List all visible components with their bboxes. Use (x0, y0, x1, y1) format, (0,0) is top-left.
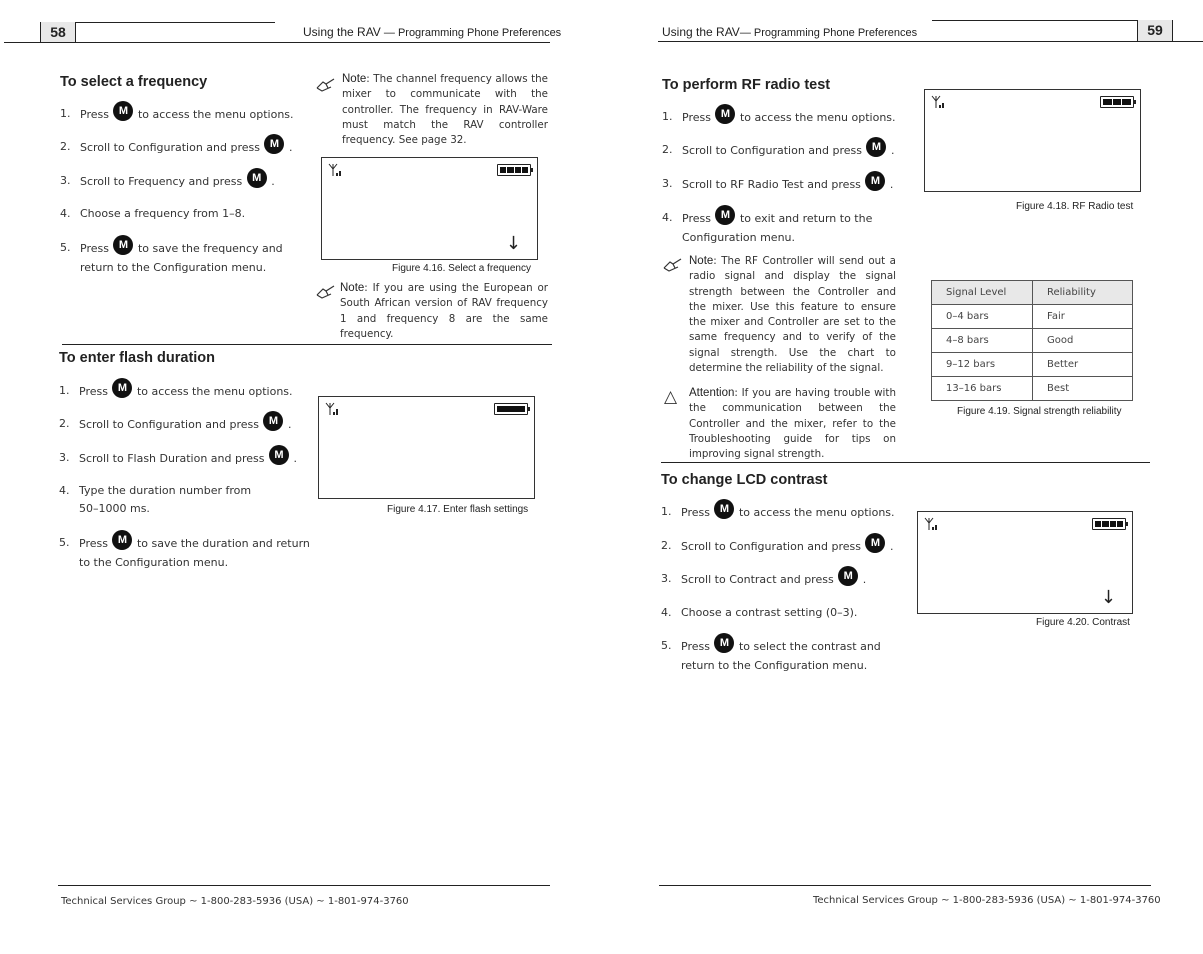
signal-antenna-icon (325, 402, 339, 416)
header-rule (4, 42, 550, 43)
figure-caption: Figure 4.18. RF Radio test (1016, 201, 1134, 212)
step-number: 2. (661, 539, 672, 552)
note-label: Note (689, 255, 714, 267)
figure-caption: Figure 4.16. Select a frequency (392, 263, 531, 274)
page-number: 59 (1137, 20, 1173, 41)
step-text: Scroll to Flash Duration and press M . (79, 449, 297, 469)
section-heading: To select a frequency (60, 74, 208, 90)
menu-button-icon: M (865, 171, 885, 191)
step-text: Press M to access the menu options. (80, 105, 294, 125)
footer-rule (659, 885, 1151, 886)
step-text: Scroll to Frequency and press M . (80, 172, 275, 192)
signal-reliability-table (931, 280, 1133, 401)
step-number: 1. (60, 107, 71, 120)
table-caption: Figure 4.19. Signal strength reliability (957, 406, 1122, 417)
step-item (661, 570, 901, 590)
step-number: 5. (59, 536, 70, 549)
table-row (932, 329, 1133, 353)
step-item (59, 382, 309, 402)
lcd-screen (924, 89, 1141, 192)
menu-button-icon: M (113, 101, 133, 121)
step-text: Press M to exit and return to the Configuration menu. (682, 209, 872, 247)
table-cell: 9–12 bars (932, 353, 1033, 377)
step-item (60, 205, 300, 225)
footer-text: Technical Services Group ~ 1-800-283-5936 (USA) ~ 1-801-974-3760 (61, 896, 409, 907)
table-cell: Better (1033, 353, 1133, 377)
step-text: Press M to save the duration and return to the Configuration menu. (79, 534, 310, 572)
step-item (661, 537, 901, 557)
table-row (932, 305, 1133, 329)
step-number: 3. (59, 451, 70, 464)
note-label: Note (342, 73, 367, 85)
section-divider (62, 344, 552, 345)
menu-button-icon: M (264, 134, 284, 154)
header-title: Using the RAV (662, 25, 740, 39)
header-title: Using the RAV (303, 25, 381, 39)
note-text: Note: The RF Controller will send out a radio signal and display the signal strength between the Controller and the mixer. Use this feature to ensure the mixer and Controller are set to the same frequency and to verify of the signal strength. Use the chart to determine the reliability of the signal. (689, 255, 896, 375)
table-cell: 0–4 bars (932, 305, 1033, 329)
step-item (661, 637, 901, 677)
note-label: Note (340, 282, 365, 294)
header-separator: — (739, 27, 754, 39)
footer-text: Technical Services Group ~ 1-800-283-5936 (USA) ~ 1-801-974-3760 (813, 895, 1161, 906)
menu-button-icon: M (112, 378, 132, 398)
table-cell: Good (1033, 329, 1133, 353)
menu-button-icon: M (865, 533, 885, 553)
signal-antenna-icon (931, 95, 945, 109)
step-item (662, 209, 902, 249)
step-item (59, 415, 309, 435)
column-header: Reliability (1033, 281, 1133, 305)
step-number: 2. (59, 417, 70, 430)
step-item (661, 604, 901, 624)
step-item (60, 239, 300, 279)
menu-button-icon: M (269, 445, 289, 465)
step-number: 4. (59, 484, 70, 497)
menu-button-icon: M (113, 235, 133, 255)
step-number: 4. (60, 207, 71, 220)
signal-antenna-icon (328, 163, 342, 177)
header-separator: — (380, 27, 398, 39)
running-header (303, 25, 561, 39)
column-header: Signal Level (932, 281, 1033, 305)
step-number: 5. (661, 639, 672, 652)
menu-button-icon: M (112, 530, 132, 550)
step-item (60, 105, 300, 125)
step-text: Scroll to RF Radio Test and press M . (682, 175, 893, 195)
menu-button-icon: M (714, 633, 734, 653)
step-number: 1. (661, 505, 672, 518)
step-item (661, 503, 901, 523)
step-item (59, 482, 309, 522)
down-arrow-icon: ↓ (1100, 587, 1116, 608)
footer-rule (58, 885, 550, 886)
table-cell: 4–8 bars (932, 329, 1033, 353)
running-header (662, 25, 917, 39)
step-text: Scroll to Configuration and press M . (682, 141, 894, 161)
lcd-screen (318, 396, 535, 499)
step-number: 2. (662, 143, 673, 156)
step-text: Press M to access the menu options. (681, 503, 895, 523)
note-text: Note: The channel frequency allows the mixer to communicate with the controller. The frequency in RAV-Ware must match the RAV controller frequency. See page 32. (342, 73, 548, 147)
lcd-screen (321, 157, 538, 260)
note-hand-icon (316, 78, 336, 92)
step-item (59, 534, 319, 574)
figure-caption: Figure 4.20. Contrast (1036, 617, 1130, 628)
step-text: Press M to save the frequency and return to the Configuration menu. (80, 239, 283, 277)
battery-icon (494, 403, 528, 415)
menu-button-icon: M (263, 411, 283, 431)
step-item (662, 141, 902, 161)
section-heading: To change LCD contrast (661, 472, 828, 488)
attention-icon: △ (664, 387, 678, 407)
step-number: 1. (59, 384, 70, 397)
section-heading: To enter flash duration (59, 350, 216, 366)
step-text: Choose a frequency from 1–8. (80, 207, 246, 220)
table-row (932, 377, 1133, 401)
step-number: 3. (662, 177, 673, 190)
step-number: 1. (662, 110, 673, 123)
menu-button-icon: M (714, 499, 734, 519)
step-item (60, 172, 300, 192)
step-text: Scroll to Configuration and press M . (79, 415, 291, 435)
note-hand-icon (663, 258, 683, 272)
step-text: Press M to select the contrast and return to the Configuration menu. (681, 637, 881, 675)
header-rule-top (75, 22, 275, 23)
step-text: Scroll to Contract and press M . (681, 570, 866, 590)
table-header-row (932, 281, 1133, 305)
step-text: Press M to access the menu options. (79, 382, 293, 402)
step-number: 3. (60, 174, 71, 187)
menu-button-icon: M (715, 205, 735, 225)
step-item (60, 138, 300, 158)
step-text: Choose a contrast setting (0–3). (681, 606, 858, 619)
header-subtitle: Programming Phone Preferences (753, 27, 918, 39)
step-item (662, 175, 902, 195)
menu-button-icon: M (838, 566, 858, 586)
header-rule (658, 41, 1203, 42)
menu-button-icon: M (715, 104, 735, 124)
step-item (662, 108, 902, 128)
signal-antenna-icon (924, 517, 938, 531)
step-number: 5. (60, 241, 71, 254)
table-cell: 13–16 bars (932, 377, 1033, 401)
step-text: Type the duration number from 50–1000 ms. (79, 484, 252, 515)
table-cell: Best (1033, 377, 1133, 401)
step-text: Scroll to Configuration and press M . (681, 537, 893, 557)
step-number: 2. (60, 140, 71, 153)
menu-button-icon: M (247, 168, 267, 188)
step-number: 4. (662, 211, 673, 224)
header-subtitle: Programming Phone Preferences (397, 27, 562, 39)
step-item (59, 449, 309, 469)
table-cell: Fair (1033, 305, 1133, 329)
table-row (932, 353, 1133, 377)
battery-icon (497, 164, 531, 176)
step-number: 3. (661, 572, 672, 585)
down-arrow-icon: ↓ (505, 233, 521, 254)
page-number: 58 (40, 22, 76, 42)
attention-label: Attention (689, 387, 735, 399)
step-text: Press M to access the menu options. (682, 108, 896, 128)
menu-button-icon: M (866, 137, 886, 157)
battery-icon (1092, 518, 1126, 530)
note-text: Note: If you are using the European or South African version of RAV frequency 1 and frequency 8 are the same frequency. (340, 282, 548, 340)
step-number: 4. (661, 606, 672, 619)
section-divider (661, 462, 1150, 463)
figure-caption: Figure 4.17. Enter flash settings (387, 504, 529, 515)
section-heading: To perform RF radio test (662, 77, 831, 93)
battery-icon (1100, 96, 1134, 108)
header-rule-top (932, 20, 1137, 21)
step-text: Scroll to Configuration and press M . (80, 138, 292, 158)
note-hand-icon (316, 285, 336, 299)
lcd-screen (917, 511, 1133, 614)
attention-text: Attention: If you are having trouble with the communication between the Controller and the mixer, refer to the Troubleshooting guide for tips on improving signal strength. (689, 387, 896, 461)
